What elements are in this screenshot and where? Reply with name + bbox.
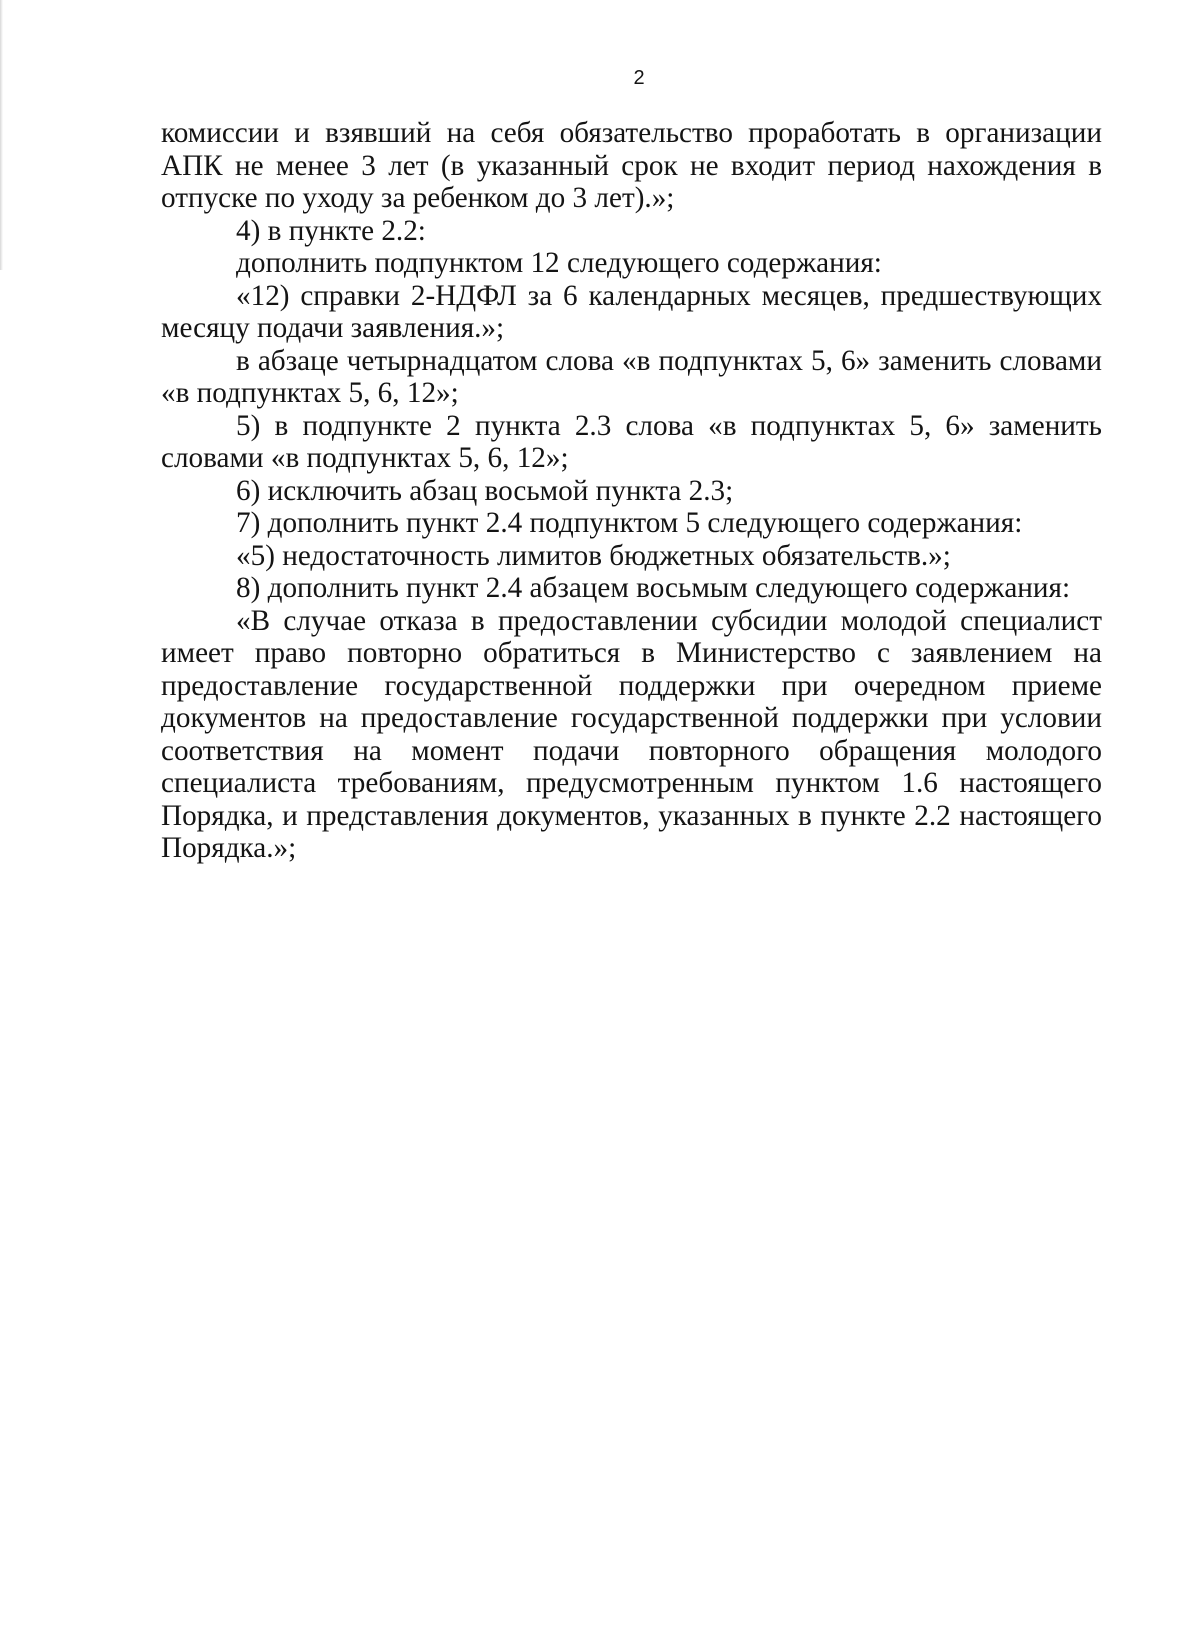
paragraph-abzac-14: в абзаце четырнадцатом слова «в подпунктах 5, 6» заменить словами «в подпунктах 5, 6, 12»; bbox=[161, 344, 1102, 409]
scan-edge-shadow bbox=[0, 0, 3, 270]
paragraph-item-7: 7) дополнить пункт 2.4 подпунктом 5 следующего содержания: bbox=[236, 507, 1023, 539]
paragraph-item-6: 6) исключить абзац восьмой пункта 2.3; bbox=[236, 474, 734, 507]
paragraph-add-subitem-12: дополнить подпунктом 12 следующего содержания: bbox=[236, 247, 882, 279]
paragraph-item-4: 4) в пункте 2.2: bbox=[236, 214, 426, 247]
page-number: 2 bbox=[633, 67, 645, 89]
paragraph-refusal-text: «В случае отказа в предоставлении субсидии молодой специалист имеет право повторно обратиться в Министерство с заявлением на предоставление государственной поддержки при очередном приеме документов на предоставление государственной поддержки при условии соответствия на момент подачи повторного обращения молодого специалиста требованиям, предусмотренным пунктом 1.6 настоящего Порядка, и представления документов, указанных в пункте 2.2 настоящего Порядка.»; bbox=[161, 604, 1102, 864]
paragraph-continuation: комиссии и взявший на себя обязательство проработать в организации АПК не менее 3 лет (в указанный срок не входит период нахождения в отпуске по уходу за ребенком до 3 лет).»; bbox=[161, 117, 1102, 214]
paragraph-item-8: 8) дополнить пункт 2.4 абзацем восьмым следующего содержания: bbox=[236, 572, 1071, 604]
document-body bbox=[161, 117, 1102, 865]
paragraph-subitem-5-text: «5) недостаточность лимитов бюджетных обязательств.»; bbox=[236, 539, 951, 572]
paragraph-item-5: 5) в подпункте 2 пункта 2.3 слова «в подпунктах 5, 6» заменить словами «в подпунктах 5, 6, 12»; bbox=[161, 409, 1102, 474]
paragraph-subitem-12-text: «12) справки 2-НДФЛ за 6 календарных месяцев, предшествующих месяцу подачи заявления.»; bbox=[161, 279, 1102, 344]
